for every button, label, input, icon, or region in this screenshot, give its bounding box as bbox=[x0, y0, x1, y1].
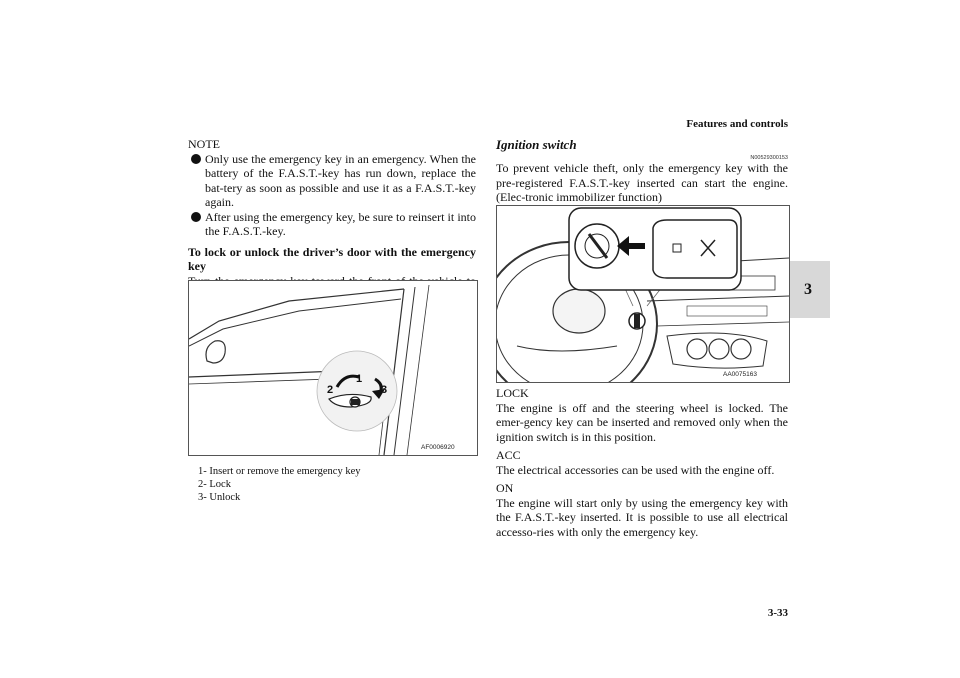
section-code: N00529300153 bbox=[750, 155, 788, 161]
ignition-figure bbox=[496, 205, 790, 383]
figure-code: AF0006920 bbox=[421, 444, 455, 451]
figure-captions bbox=[198, 465, 361, 504]
figure-code: AA0075163 bbox=[723, 371, 757, 378]
position-on-label: ON bbox=[496, 481, 514, 495]
caption-item: 3- Unlock bbox=[198, 492, 241, 503]
marker-3: 3 bbox=[381, 384, 388, 396]
ignition-intro: To prevent vehicle theft, only the emergency key with the pre-registered F.A.S.T.-key inserted can start the engine. (Elec-tronic immobilizer function) bbox=[496, 161, 788, 204]
position-acc-label: ACC bbox=[496, 448, 521, 462]
bullet-icon bbox=[191, 212, 201, 222]
running-header: Features and controls bbox=[686, 118, 788, 130]
chapter-tab: 3 bbox=[786, 261, 830, 318]
subheading: To lock or unlock the driver’s door with the emergency key bbox=[188, 244, 476, 273]
ignition-illustration bbox=[497, 206, 789, 382]
position-lock-label: LOCK bbox=[496, 386, 529, 400]
bullet-icon bbox=[191, 154, 201, 164]
marker-1: 1 bbox=[356, 373, 363, 385]
position-lock-text: The engine is off and the steering wheel is locked. The emer-gency key can be inserted and removed only when the ignition switch is in this position. bbox=[496, 400, 788, 444]
door-key-figure bbox=[188, 280, 478, 456]
caption-item: 1- Insert or remove the emergency key bbox=[198, 466, 361, 477]
note-item: Only use the emergency key in an emergency. When the battery of the F.A.S.T.-key has run down, replace the bat-tery as soon as possible and use it as a F.A.S.T.-key again. bbox=[188, 152, 476, 210]
position-on-text: The engine will start only by using the emergency key with the F.A.S.T.-key inserted. It is possible to use all electrical accesso-ries with only the emergency key. bbox=[496, 495, 788, 539]
position-acc-text: The electrical accessories can be used with the engine off. bbox=[496, 462, 775, 477]
section-title: Ignition switch bbox=[496, 137, 577, 152]
note-item: After using the emergency key, be sure to reinsert it into the F.A.S.T.-key. bbox=[188, 210, 476, 239]
marker-2: 2 bbox=[327, 384, 334, 396]
page-number: 3-33 bbox=[767, 607, 788, 619]
door-illustration bbox=[189, 281, 477, 455]
ignition-positions bbox=[496, 386, 788, 539]
caption-item: 2- Lock bbox=[198, 479, 231, 490]
note-heading: NOTE bbox=[188, 137, 220, 151]
